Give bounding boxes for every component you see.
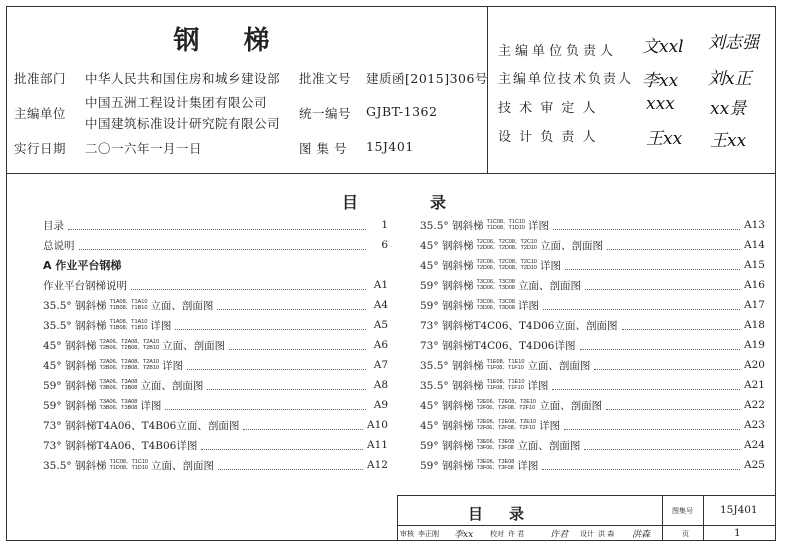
dot-leader [565, 261, 740, 270]
signature: 刘x正 [708, 69, 752, 89]
toc-entry-suffix: 详图 [539, 419, 561, 432]
dot-leader [584, 441, 740, 450]
toc-entry-label [43, 218, 64, 233]
toc-entry-page: A10 [367, 419, 388, 431]
dot-leader [201, 441, 363, 450]
dot-leader [187, 361, 366, 370]
toc-entry-title: 45° 钢斜梯 [420, 259, 474, 272]
toc-entry-suffix: 立面、剖面图 [517, 439, 581, 452]
toc-entry-codes [476, 259, 537, 271]
toc-entry-codes [486, 379, 524, 391]
signature: xxx [646, 94, 675, 114]
toc-entry-title: 45° 钢斜梯 [43, 339, 97, 352]
toc-entry-title: 总说明 [43, 239, 75, 252]
dot-leader [553, 221, 740, 230]
toc-entry-codes [99, 359, 159, 371]
toc-entry-code: T2D06、T2D08、T2D10 [476, 245, 537, 251]
toc-entry-page: 6 [381, 239, 388, 251]
chief-unit-1: 中国五洲工程设计集团有限公司 [85, 95, 268, 110]
impl-date-label: 实行日期 [14, 141, 67, 156]
approval-dept: 中华人民共和国住房和城乡建设部 [85, 71, 281, 86]
toc-entry-code: T2A06、T2A08、T2A10 [99, 339, 160, 345]
toc-entry[interactable] [420, 315, 765, 335]
toc-entry-label [420, 418, 560, 433]
toc-entry-suffix: 详图 [517, 459, 539, 472]
toc-entry-code: T1A08、T1A10 [109, 299, 148, 305]
toc-entry-title: 59° 钢斜梯 [420, 439, 474, 452]
toc-entry-code: T2C06、T2C08、T2C10 [476, 259, 537, 265]
toc-entry[interactable] [420, 255, 765, 275]
toc-entry-suffix: 立面、剖面图 [151, 459, 214, 472]
toc-entry-suffix: 详图 [539, 259, 561, 272]
toc-entry-page: 1 [381, 219, 388, 231]
toc-entry-codes [476, 439, 514, 451]
toc-entry-code: T1C08、T1C10 [109, 459, 148, 465]
resp-role-2: 主编单位技术负责人 [498, 72, 634, 87]
toc-entry[interactable] [43, 235, 388, 255]
toc-entry-page: A21 [744, 379, 765, 391]
toc-entry-label [43, 358, 183, 373]
toc-entry-title: 45° 钢斜梯 [420, 239, 474, 252]
toc-entry-codes [476, 459, 514, 471]
toc-entry-page: A19 [744, 339, 765, 351]
toc-entry-codes [476, 239, 537, 251]
toc-entry-codes [109, 299, 147, 311]
toc-entry-title: 35.5° 钢斜梯 [43, 459, 107, 472]
toc-entry-title: 35.5° 钢斜梯 [43, 299, 107, 312]
dot-leader [218, 461, 363, 470]
toc-entry-code: T1F08、T1F10 [486, 385, 524, 391]
toc-left-column [43, 215, 388, 475]
toc-entry-suffix: 立面、剖面图 [539, 399, 603, 412]
toc-entry-code: T1E08、T1E10 [486, 379, 525, 385]
page-title: 钢梯 [173, 26, 314, 56]
toc-entry-title: 73° 钢斜梯T4A06、T4B06详图 [43, 439, 198, 452]
toc-entry-title: 45° 钢斜梯 [420, 419, 474, 432]
toc-entry-suffix: 详图 [527, 379, 549, 392]
dot-leader [79, 241, 367, 250]
toc-entry-codes [99, 379, 137, 391]
signature: xx景 [710, 99, 747, 119]
dot-leader [131, 281, 366, 290]
toc-entry-title: 45° 钢斜梯 [420, 399, 474, 412]
toc-entry-title: 59° 钢斜梯 [43, 399, 97, 412]
toc-entry-label [43, 418, 239, 433]
dot-leader [175, 321, 366, 330]
toc-entry-codes [476, 399, 536, 411]
toc-entry-label [43, 257, 121, 273]
toc-entry-label [43, 338, 225, 353]
dot-leader [594, 361, 740, 370]
toc-entry-suffix: 详图 [162, 359, 184, 372]
signature: 刘志强 [708, 33, 759, 53]
design-label: 设计 [580, 530, 594, 538]
toc-entry[interactable] [420, 435, 765, 455]
toc-entry-page: A15 [744, 259, 765, 271]
toc-entry-code: T2B06、T2B08、T2B10 [99, 365, 160, 371]
title-block [397, 495, 776, 541]
toc-entry-code: T1B08、T1B10 [109, 325, 148, 331]
toc-entry-code: T1F08、T1F10 [486, 365, 524, 371]
toc-entry-code: T2F06、T2F08、T2F10 [476, 425, 536, 431]
toc-entry-page: A11 [367, 439, 388, 451]
header-divider [487, 6, 488, 174]
review-name: 李正刚 [418, 530, 439, 538]
toc-entry-page: A9 [373, 399, 388, 411]
toc-entry-code: T1D08、T1D10 [109, 465, 148, 471]
toc-entry-page: A5 [373, 319, 388, 331]
toc-entry-page: A20 [744, 359, 765, 371]
toc-entry-label [420, 298, 539, 313]
toc-entry-code: T1C08、T1C10 [486, 219, 525, 225]
toc-entry-label [420, 338, 576, 353]
toc-entry-title: 35.5° 钢斜梯 [420, 379, 484, 392]
toc-entry-codes [109, 319, 147, 331]
toc-entry[interactable] [420, 335, 765, 355]
toc-entry-suffix: 详图 [150, 319, 172, 332]
toc-entry-code: T2C06、T2C08、T2C10 [476, 239, 537, 245]
toc-entry-label [420, 238, 603, 253]
toc-entry-title: 73° 钢斜梯T4A06、T4B06立面、剖面图 [43, 419, 240, 432]
toc-entry-suffix: 立面、剖面图 [162, 339, 226, 352]
toc-entry-label [420, 398, 602, 413]
toc-entry-label [420, 358, 590, 373]
toc-entry-code: T3A06、T3A08 [99, 399, 138, 405]
approval-doc: 建质函[2015]306号 [366, 71, 488, 86]
toc-entry-title: 35.5° 钢斜梯 [420, 359, 484, 372]
toc-entry-suffix: 立面、剖面图 [527, 359, 591, 372]
toc-entry[interactable] [43, 415, 388, 435]
toc-entry-code: T3A06、T3A08 [99, 379, 138, 385]
toc-entry-suffix: 立面、剖面图 [150, 299, 214, 312]
header-block [6, 6, 776, 174]
toc-entry-title: 35.5° 钢斜梯 [420, 219, 484, 232]
toc-entry[interactable] [43, 375, 388, 395]
toc-entry[interactable] [420, 375, 765, 395]
toc-entry-label [420, 278, 581, 293]
toc-entry[interactable] [420, 395, 765, 415]
dot-leader [606, 401, 740, 410]
toc-entry-suffix: 立面、剖面图 [140, 379, 204, 392]
toc-entry-page: A24 [744, 439, 765, 451]
impl-date: 二〇一六年一月一日 [85, 141, 203, 156]
toc-entry-label [43, 458, 214, 473]
dot-leader [243, 421, 363, 430]
signature: 洪森 [632, 530, 651, 540]
toc-entry-suffix: 立面、剖面图 [517, 279, 581, 292]
title-block-title: 目录 [468, 505, 551, 523]
toc-entry-label [420, 218, 549, 233]
toc-entry-suffix: 详图 [517, 299, 539, 312]
title-block-page-label: 页 [682, 530, 689, 538]
toc-entry-label [43, 238, 75, 253]
toc-entry[interactable] [420, 355, 765, 375]
dot-leader [542, 461, 740, 470]
title-block-page-no: 1 [734, 527, 741, 539]
toc-entry-title: 59° 钢斜梯 [420, 279, 474, 292]
toc-entry-suffix: 详图 [140, 399, 162, 412]
dot-leader [580, 341, 741, 350]
toc-entry-code: T3D06、T3D08 [476, 285, 515, 291]
toc-entry-code: T2B06、T2B08、T2B10 [99, 345, 160, 351]
toc-entry[interactable] [420, 235, 765, 255]
toc-entry[interactable] [43, 355, 388, 375]
toc-entry-page: A4 [373, 299, 388, 311]
toc-entry-title: 作业平台钢梯说明 [43, 279, 127, 292]
toc-entry-page: A25 [744, 459, 765, 471]
review-label: 审核 [400, 530, 414, 538]
toc-entry-code: T3C06、T3C08 [476, 279, 515, 285]
toc-entry-label [43, 298, 213, 313]
toc-entry[interactable] [43, 215, 388, 235]
toc-entry[interactable] [43, 455, 388, 475]
toc-entry[interactable] [43, 395, 388, 415]
toc-entry-codes [486, 359, 524, 371]
toc-entry-suffix: 立面、剖面图 [539, 239, 603, 252]
dot-leader [607, 241, 740, 250]
toc-entry[interactable] [43, 295, 388, 315]
toc-entry-title: 45° 钢斜梯 [43, 359, 97, 372]
signature: 李xx [642, 71, 679, 91]
signature: 王xx [710, 131, 747, 151]
dot-leader [217, 301, 366, 310]
resp-role-4: 设 计 负 责 人 [498, 130, 598, 145]
dot-leader [552, 381, 740, 390]
toc-entry-code: T1A08、T1A10 [109, 319, 148, 325]
toc-entry-label [420, 318, 618, 333]
toc-entry-label [43, 398, 161, 413]
dot-leader [585, 281, 740, 290]
signature: 李xx [454, 530, 474, 540]
toc-entry-title: 59° 钢斜梯 [420, 299, 474, 312]
unified-no: GJBT-1362 [366, 104, 438, 119]
toc-entry-page: A6 [373, 339, 388, 351]
unified-no-label: 统一编号 [299, 106, 352, 121]
dot-leader [68, 221, 366, 230]
chief-unit-label: 主编单位 [14, 106, 67, 121]
toc-entry-page: A16 [744, 279, 765, 291]
toc-entry[interactable] [43, 435, 388, 455]
toc-entry[interactable] [43, 335, 388, 355]
approval-doc-label: 批准文号 [299, 71, 352, 86]
toc-entry-codes [99, 399, 137, 411]
signature: 文xxl [642, 37, 684, 57]
toc-entry-page: A22 [744, 399, 765, 411]
toc-entry-title: 35.5° 钢斜梯 [43, 319, 107, 332]
toc-entry-page: A13 [744, 219, 765, 231]
toc-entry-code: T2E06、T2E08、T2E10 [476, 419, 537, 425]
dot-leader [622, 321, 741, 330]
toc-entry-code: T2D06、T2D08、T2D10 [476, 265, 537, 271]
toc-entry-code: T2A06、T2A08、T2A10 [99, 359, 160, 365]
atlas-no-label: 图 集 号 [299, 141, 347, 156]
toc-entry-title: 59° 钢斜梯 [420, 459, 474, 472]
toc-entry-code: T3F06、T3F08 [476, 465, 514, 471]
toc-entry[interactable] [420, 415, 765, 435]
toc-entry-page: A12 [367, 459, 388, 471]
check-name: 许 君 [508, 530, 525, 538]
toc-entry[interactable] [43, 315, 388, 335]
approval-dept-label: 批准部门 [14, 71, 67, 86]
toc-entry-label [43, 438, 197, 453]
atlas-no: 15J401 [366, 139, 414, 154]
toc-entry-code: T3C06、T3C08 [476, 299, 515, 305]
toc-entry-label [43, 318, 171, 333]
toc-entry-codes [476, 419, 536, 431]
toc-entry-label [420, 378, 548, 393]
dot-leader [564, 421, 740, 430]
toc-entry-codes [486, 219, 525, 231]
dot-leader [207, 381, 366, 390]
toc-entry-page: A8 [373, 379, 388, 391]
toc-entry-label [43, 378, 203, 393]
toc-heading-2: 录 [430, 193, 447, 212]
toc-entry[interactable] [420, 275, 765, 295]
toc-entry-code: T2E06、T2E08、T2E10 [476, 399, 537, 405]
toc-entry-label [420, 458, 538, 473]
toc-entry-title: A 作业平台钢梯 [43, 259, 122, 272]
toc-entry-page: A17 [744, 299, 765, 311]
toc-entry-code: T1E08、T1E10 [486, 359, 525, 365]
toc-entry-title: 目录 [43, 219, 64, 232]
title-block-atlas-label: 图集号 [672, 507, 693, 515]
toc-entry-page: A14 [744, 239, 765, 251]
chief-unit-2: 中国建筑标准设计研究院有限公司 [85, 116, 281, 131]
toc-right-column [420, 215, 765, 475]
toc-entry-page: A18 [744, 319, 765, 331]
toc-entry-label [420, 438, 580, 453]
toc-entry-code: T3E06、T3E08 [476, 439, 515, 445]
toc-entry[interactable] [420, 295, 765, 315]
toc-entry-label [420, 258, 561, 273]
toc-entry-title: 73° 钢斜梯T4C06、T4D06立面、剖面图 [420, 319, 618, 332]
toc-entry-codes [109, 459, 148, 471]
title-block-atlas-no: 15J401 [720, 504, 758, 516]
toc-entry-code: T3B06、T3B08 [99, 385, 138, 391]
design-name: 洪 森 [598, 530, 615, 538]
dot-leader [165, 401, 366, 410]
toc-entry-title: 73° 钢斜梯T4C06、T4D06详图 [420, 339, 576, 352]
dot-leader [229, 341, 366, 350]
toc-entry-codes [99, 339, 159, 351]
toc-entry-code: T1B08、T1B10 [109, 305, 148, 311]
resp-role-1: 主编单位负责人 [498, 44, 618, 59]
signature: 王xx [646, 129, 683, 149]
toc-entry[interactable] [420, 215, 765, 235]
toc-entry-codes [476, 299, 515, 311]
toc-entry[interactable] [43, 275, 388, 295]
toc-entry-code: T2F06、T2F08、T2F10 [476, 405, 536, 411]
signature: 许君 [550, 530, 569, 540]
toc-entry-page: A1 [373, 279, 388, 291]
toc-entry[interactable] [43, 255, 388, 275]
toc-entry-code: T1D08、T1D10 [486, 225, 525, 231]
toc-entry-code: T3F06、T3F08 [476, 445, 514, 451]
toc-entry-page: A7 [373, 359, 388, 371]
toc-entry-code: T3D06、T3D08 [476, 305, 515, 311]
toc-heading-1: 目 [342, 193, 359, 212]
toc-entry-label [43, 278, 127, 293]
toc-entry-title: 59° 钢斜梯 [43, 379, 97, 392]
toc-entry-page: A23 [744, 419, 765, 431]
toc-entry-suffix: 详图 [528, 219, 549, 232]
resp-role-3: 技 术 审 定 人 [498, 101, 598, 116]
dot-leader [543, 301, 740, 310]
toc-entry-codes [476, 279, 515, 291]
toc-entry-code: T3B06、T3B08 [99, 405, 138, 411]
toc-entry-code: T3E06、T3E08 [476, 459, 515, 465]
check-label: 校对 [490, 530, 504, 538]
toc-entry[interactable] [420, 455, 765, 475]
